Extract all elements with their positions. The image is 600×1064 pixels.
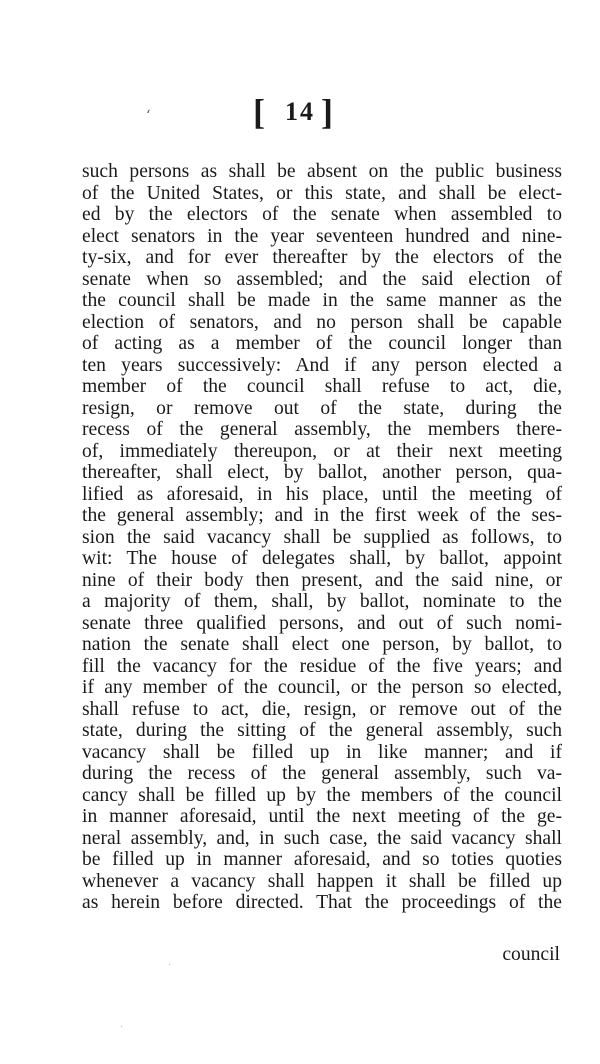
text-line: the council shall be made in the same manner as the [82, 290, 562, 311]
text-line: the general assembly; and in the first week of the ses- [82, 505, 562, 526]
page-number: 14 [285, 97, 315, 126]
catchword: council [502, 944, 560, 965]
text-line: shall refuse to act, die, resign, or remove out of the [82, 698, 562, 720]
text-line: such persons as shall be absent on the public business [82, 161, 562, 182]
text-line: wit: The house of delegates shall, by ballot, appoint [82, 548, 562, 569]
text-line: state, during the sitting of the general assembly, such [82, 720, 562, 741]
text-line: as herein before directed. That the proceedings of the [82, 892, 562, 913]
text-line: senate when so assembled; and the said election of [82, 268, 562, 290]
text-line: neral assembly, and, in such case, the said vacancy shall [82, 827, 562, 849]
page-number-header [0, 94, 600, 130]
left-bracket: [ [253, 92, 279, 132]
text-line: senate three qualified persons, and out of such nomi- [82, 612, 562, 634]
text-line: ten years successively: And if any person elected a [82, 354, 562, 376]
text-line: during the recess of the general assembly, such va- [82, 763, 562, 784]
right-bracket: ] [321, 92, 347, 132]
text-line: election of senators, and no person shall be capable [82, 311, 562, 333]
text-line: ty-six, and for ever thereafter by the electors of the [82, 247, 562, 268]
text-line: vacancy shall be filled up in like manner; and if [82, 741, 562, 763]
text-line: thereafter, shall elect, by ballot, another person, qua- [82, 462, 562, 483]
text-line: nine of their body then present, and the said nine, or [82, 569, 562, 591]
body-text [82, 161, 562, 914]
print-mark: ‘ [146, 108, 151, 124]
text-line: of the United States, or this state, and shall be elect- [82, 182, 562, 204]
text-line: nation the senate shall elect one person, by ballot, to [82, 634, 562, 655]
text-line: in manner aforesaid, until the next meeting of the ge- [82, 806, 562, 827]
paper-speck: · [168, 960, 172, 971]
text-line: cancy shall be filled up by the members of the council [82, 784, 562, 806]
text-line: if any member of the council, or the person so elected, [82, 677, 562, 698]
text-line: of acting as a member of the council longer than [82, 333, 562, 354]
text-line: resign, or remove out of the state, during the [82, 397, 562, 419]
text-line: fill the vacancy for the residue of the five years; and [82, 655, 562, 677]
text-line: lified as aforesaid, in his place, until the meeting of [82, 483, 562, 505]
text-line: be filled up in manner aforesaid, and so toties quoties [82, 849, 562, 870]
text-line: sion the said vacancy shall be supplied as follows, to [82, 526, 562, 548]
text-line: recess of the general assembly, the members there- [82, 419, 562, 440]
text-line: of, immediately thereupon, or at their next meeting [82, 440, 562, 462]
text-line: elect senators in the year seventeen hundred and nine- [82, 225, 562, 247]
text-line: member of the council shall refuse to act, die, [82, 376, 562, 397]
text-line: a majority of them, shall, by ballot, nominate to the [82, 591, 562, 612]
paper-speck: · [120, 1022, 124, 1033]
text-line: ed by the electors of the senate when assembled to [82, 204, 562, 225]
text-line: whenever a vacancy shall happen it shall be filled up [82, 870, 562, 892]
